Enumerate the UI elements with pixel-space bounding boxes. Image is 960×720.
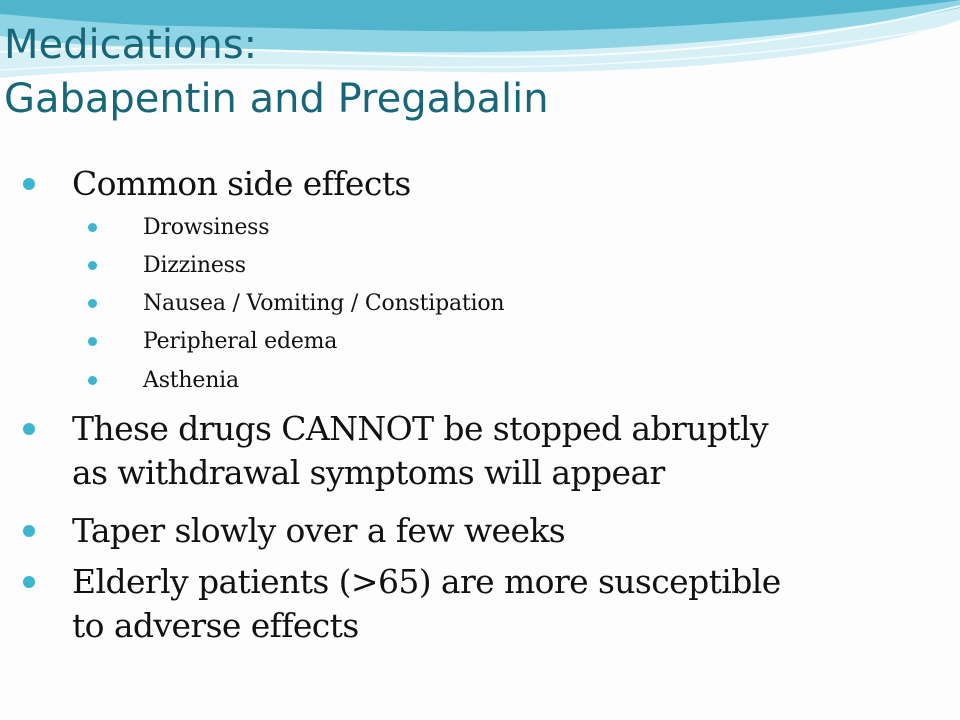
bullet-dot-icon [88,299,97,308]
bullet-text: Taper slowly over a few weeks [72,511,566,550]
bullet-text: Asthenia [143,368,239,393]
bullet-text-continued: as withdrawal symptoms will appear [72,453,665,492]
bullet-text: Drowsiness [143,215,270,240]
bullet-dot-icon [23,525,35,537]
bullet-text: Peripheral edema [143,329,338,354]
bullet-dot-icon [88,337,97,346]
bullet-text: Nausea / Vomiting / Constipation [143,291,505,316]
bullet-dot-icon [88,376,97,385]
title-line-2: Gabapentin and Pregabalin [4,76,549,122]
bullet-text: Dizziness [143,253,246,278]
bullet-dot-icon [23,576,35,588]
bullet-dot-icon [88,223,97,232]
bullet-dot-icon [23,178,35,190]
sub-bullet-item [143,247,246,285]
sub-bullet-item [143,323,337,361]
bullet-text-continued: to adverse effects [72,606,359,645]
bullet-item [72,509,565,553]
sub-bullet-item [143,209,269,247]
bullet-dot-icon [88,261,97,270]
title-line-1: Medications: [4,22,258,68]
bullet-item [72,407,768,495]
bullet-dot-icon [23,423,35,435]
sub-bullet-item [143,362,239,400]
bullet-text: Elderly patients (>65) are more susceptible [72,562,781,601]
bullet-item [72,162,411,206]
bullet-text: These drugs CANNOT be stopped abruptly [72,409,769,448]
sub-bullet-item [143,285,504,323]
bullet-item [72,560,781,648]
bullet-text: Common side effects [72,164,411,203]
